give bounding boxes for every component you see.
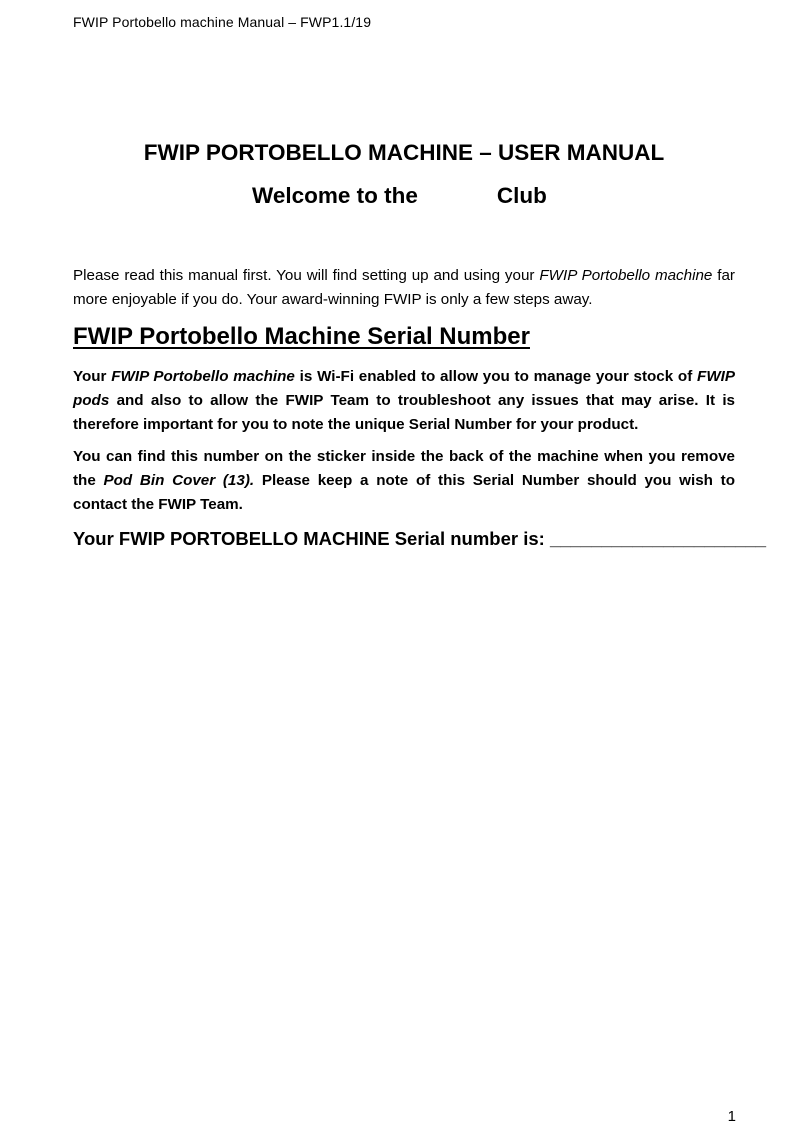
section-heading: FWIP Portobello Machine Serial Number	[73, 323, 530, 350]
p2-italic-1: Pod Bin Cover (13).	[103, 472, 255, 489]
serial-paragraph-2	[73, 445, 735, 517]
serial-prompt: Your FWIP PORTOBELLO MACHINE Serial number is:	[73, 528, 550, 549]
p1-text-3: and also to allow the FWIP Team to troubleshoot any issues that may arise. It is therefore important for you to note the unique Serial Number for your product.	[73, 392, 735, 433]
serial-paragraph-1	[73, 365, 735, 437]
running-header: FWIP Portobello machine Manual – FWP1.1/19	[73, 14, 372, 30]
p1-italic-1: FWIP Portobello machine	[111, 368, 295, 385]
p1-text-2: is Wi-Fi enabled to allow you to manage your stock of	[294, 368, 698, 385]
serial-blank-field: _____________________	[549, 528, 767, 549]
intro-paragraph	[73, 264, 735, 312]
p1-text-1: Your	[73, 368, 112, 385]
welcome-text-right: Club	[496, 183, 547, 208]
welcome-line	[252, 183, 547, 209]
p2-text-2: Please keep a note of this Serial Number should you wish to contact the FWIP Team.	[73, 472, 735, 513]
page-number: 1	[727, 1108, 736, 1125]
intro-text-2: far more enjoyable if you do. Your award-winning FWIP is only a few steps away.	[73, 267, 735, 308]
document-title: FWIP PORTOBELLO MACHINE – USER MANUAL	[143, 140, 665, 165]
welcome-text-left: Welcome to the	[252, 183, 418, 208]
p2-text-1: You can find this number on the sticker inside the back of the machine when you remove the	[73, 448, 735, 489]
p1-italic-2: FWIP pods	[73, 368, 736, 409]
intro-italic-product: FWIP Portobello machine	[539, 267, 713, 284]
serial-number-line	[73, 528, 766, 550]
intro-text-1: Please read this manual first. You will find setting up and using your	[73, 267, 540, 284]
